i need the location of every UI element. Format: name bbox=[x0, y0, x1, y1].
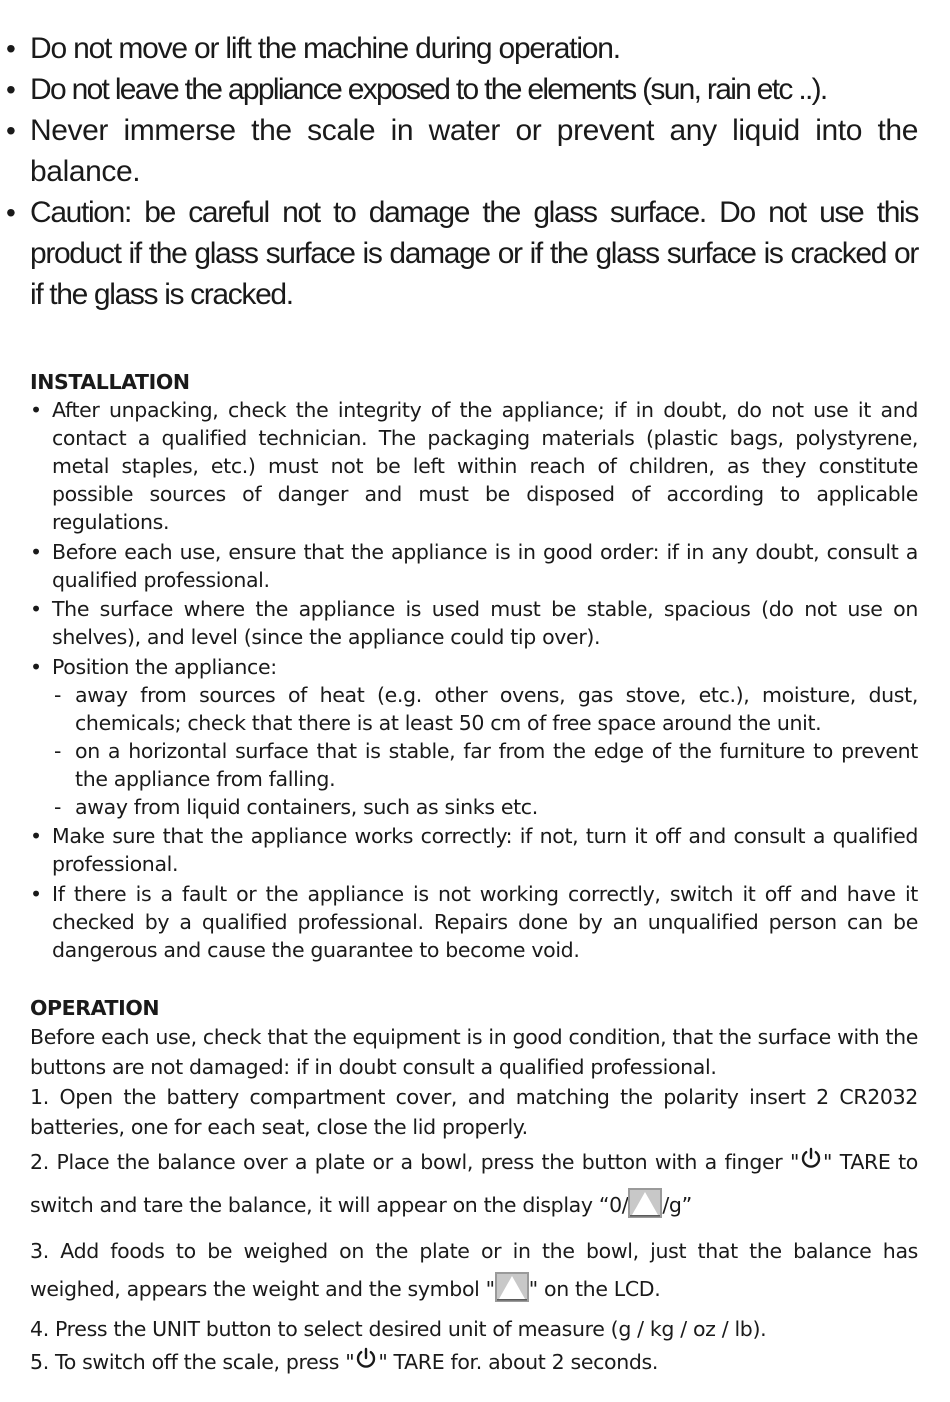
safety-item: • Do not move or lift the machine during operation. bbox=[6, 32, 620, 65]
installation-heading: INSTALLATION bbox=[30, 370, 190, 394]
safety-item: • Caution: be careful not to damage the glass surface. Do not use this product if the glass surface is damage or if the glass surface is cracked or if the glass is cracked. bbox=[6, 196, 918, 311]
safety-item: • Do not leave the appliance exposed to the elements (sun, rain etc ..). bbox=[6, 73, 827, 106]
power-icon bbox=[354, 1346, 378, 1382]
triangle-scale-icon bbox=[628, 1188, 662, 1232]
operation-section bbox=[30, 994, 918, 1382]
triangle-scale-icon bbox=[495, 1272, 529, 1314]
list-item: • After unpacking, check the integrity of the appliance; if in doubt, do not use it and contact a qualified technician. The packaging materials (plastic bags, polystyrene, metal staples, etc.) must not be left within reach of children, as they constitute possible sources of danger and must be disposed of according to applicable regulations. bbox=[30, 398, 918, 534]
operation-step-3: 3. Add foods to be weighed on the plate or in the bowl, just that the balance has weighed, appears the weight and the symbol " " on the LCD. bbox=[30, 1232, 918, 1314]
power-icon bbox=[799, 1144, 823, 1185]
operation-step-2: 2. Place the balance over a plate or a bowl, press the button with a finger " " TARE to switch and tare the balance, it will appear on the display “0/ /g” bbox=[30, 1142, 918, 1232]
safety-item: • Never immerse the scale in water or prevent any liquid into the balance. bbox=[6, 114, 918, 188]
list-item: • Before each use, ensure that the appliance is in good order: if in any doubt, consult a qualified professional. bbox=[30, 539, 918, 592]
installation-section bbox=[30, 368, 918, 965]
sub-list-item: - away from sources of heat (e.g. other ovens, gas stove, etc.), moisture, dust, chemicals; check that there is at least 50 cm of free space around the unit. bbox=[54, 682, 918, 735]
sub-list-item: - on a horizontal surface that is stable, far from the edge of the furniture to prevent the appliance from falling. bbox=[54, 738, 918, 791]
installation-list bbox=[30, 396, 918, 964]
operation-step-4: 4. Press the UNIT button to select desired unit of measure (g / kg / oz / lb). bbox=[30, 1317, 767, 1341]
operation-step-1: 1. Open the battery compartment cover, and matching the polarity insert 2 CR2032 batteries, one for each seat, close the lid properly. bbox=[30, 1085, 918, 1139]
list-item: • The surface where the appliance is used must be stable, spacious (do not use on shelves), and level (since the appliance could tip over). bbox=[30, 597, 918, 649]
safety-list bbox=[0, 28, 950, 315]
position-sub-list bbox=[52, 681, 918, 821]
list-item: • If there is a fault or the appliance is not working correctly, switch it off and have it checked by a qualified professional. Repairs done by an unqualified person can be dangerous and cause the guarantee to become void. bbox=[30, 881, 918, 962]
list-item: • Position the appliance: - away from sources of heat (e.g. other ovens, gas stove, etc.), moisture, dust, chemicals; check that there is at least 50 cm of free space around the unit. - on a horizontal surface that is stable, far from the edge of the furniture to prevent the appliance from falling. - away from liquid containers, such as sinks etc. bbox=[30, 654, 918, 819]
sub-list-item: - away from liquid containers, such as sinks etc. bbox=[54, 794, 538, 819]
operation-step-5: 5. To switch off the scale, press " " TARE for. about 2 seconds. bbox=[30, 1344, 918, 1382]
list-item: • Make sure that the appliance works correctly: if not, turn it off and consult a qualified professional. bbox=[30, 824, 918, 876]
operation-heading: OPERATION bbox=[30, 996, 160, 1020]
operation-intro: Before each use, check that the equipment is in good condition, that the surface with the buttons are not damaged: if in doubt consult a qualified professional. bbox=[30, 1025, 918, 1079]
